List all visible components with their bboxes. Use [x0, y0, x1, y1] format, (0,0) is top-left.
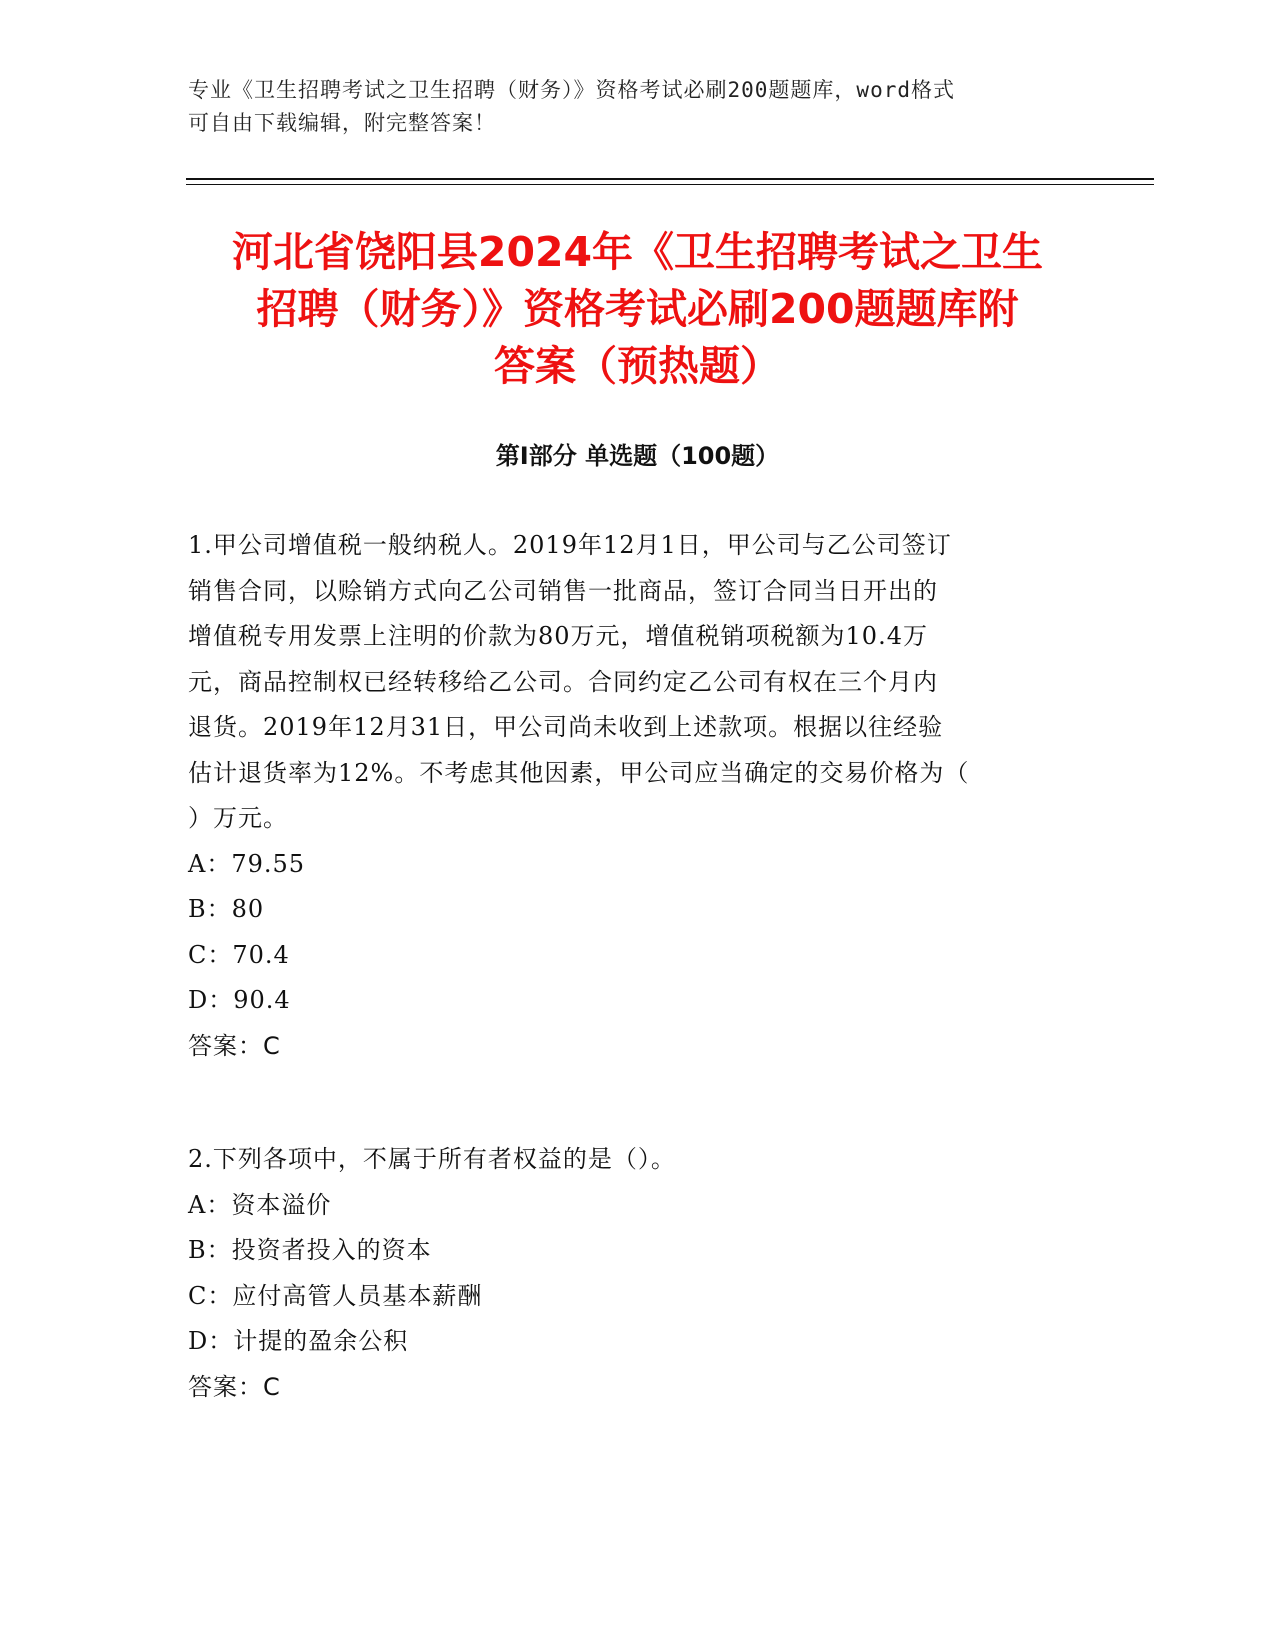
- answer-line: 答案：C: [188, 1372, 281, 1401]
- option-a: A：79.55: [188, 849, 306, 878]
- stem-line: ）万元。: [188, 804, 288, 832]
- option-b: B：80: [188, 895, 265, 923]
- option-d: D：90.4: [188, 986, 291, 1014]
- question-1: [188, 523, 1088, 1069]
- title-line-1: 河北省饶阳县2024年《卫生招聘考试之卫生: [231, 228, 1044, 276]
- question-stem: [188, 1137, 1088, 1183]
- header-divider-thin: [186, 184, 1154, 185]
- option-c: C：70.4: [188, 940, 290, 969]
- question-list: [188, 523, 1088, 1410]
- stem-line: 增值税专用发票上注明的价款为80万元，增值税销项税额为10.4万: [188, 622, 928, 650]
- option-d: D：计提的盈余公积: [188, 1327, 409, 1355]
- stem-line: 1.甲公司增值税一般纳税人。2019年12月1日，甲公司与乙公司签订: [188, 531, 952, 559]
- header-note-line-2: 可自由下载编辑，附完整答案！: [188, 111, 496, 135]
- question-stem: [188, 523, 1088, 842]
- title-line-3: 答案（预热题）: [494, 342, 781, 390]
- stem-line: 元，商品控制权已经转移给乙公司。合同约定乙公司有权在三个月内: [188, 667, 938, 696]
- section-title: 第Ⅰ部分 单选题（100题）: [495, 442, 780, 470]
- stem-line: 销售合同，以赊销方式向乙公司销售一批商品，签订合同当日开出的: [188, 576, 938, 605]
- document-title: [160, 224, 1115, 395]
- header-note-line-1: 专业《卫生招聘考试之卫生招聘（财务）》资格考试必刷200题题库，word格式: [188, 78, 955, 102]
- answer-line: 答案：C: [188, 1031, 281, 1060]
- option-c: C：应付高管人员基本薪酬: [188, 1281, 483, 1310]
- header-divider-thick: [186, 178, 1154, 180]
- option-a: A：资本溢价: [188, 1190, 332, 1219]
- question-spacer: [188, 1069, 1088, 1137]
- header-note: [188, 74, 1088, 140]
- stem-line: 退货。2019年12月31日，甲公司尚未收到上述款项。根据以往经验: [188, 713, 944, 741]
- title-line-2: 招聘（财务）》资格考试必刷200题题库附: [256, 285, 1019, 333]
- question-2: [188, 1137, 1088, 1410]
- stem-line: 2.下列各项中，不属于所有者权益的是（）。: [188, 1145, 676, 1173]
- option-b: B：投资者投入的资本: [188, 1236, 432, 1264]
- stem-line: 估计退货率为12%。不考虑其他因素，甲公司应当确定的交易价格为（: [188, 758, 970, 787]
